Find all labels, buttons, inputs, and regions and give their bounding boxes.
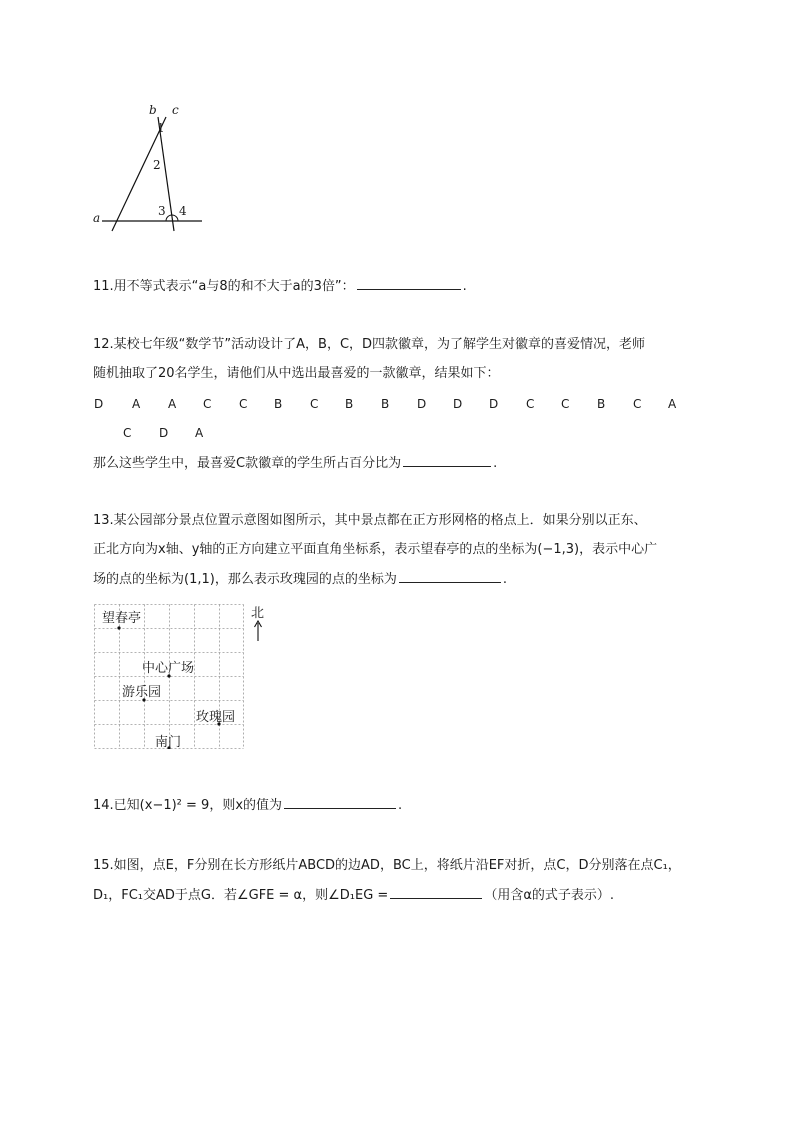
question-14-text: 14.已知(x−1)² = 9，则x的值为 xyxy=(93,798,283,813)
question-13-prompt: 场的点的坐标为(1,1)，那么表示玫瑰园的点的坐标为 xyxy=(93,572,397,587)
result-item: D xyxy=(159,426,169,440)
point-wangchunting xyxy=(117,626,120,629)
question-15-suffix: （用含α的式子表示）. xyxy=(484,888,615,903)
result-item: B xyxy=(274,397,283,411)
question-12-end: . xyxy=(493,456,498,471)
north-label: 北 xyxy=(251,606,265,621)
question-15-line1: 15.如图，点E，F分别在长方形纸片ABCD的边AD，BC上，将纸片沿EF对折，点C，D分别落在点C₁， xyxy=(93,858,681,873)
result-item: D xyxy=(453,397,463,411)
result-item: B xyxy=(345,397,354,411)
result-item: A xyxy=(132,397,141,411)
label-2: 2 xyxy=(153,158,161,172)
result-item: D xyxy=(489,397,499,411)
result-item: C xyxy=(561,397,570,411)
result-item: C xyxy=(633,397,642,411)
answer-blank-13[interactable] xyxy=(399,570,501,583)
label-4: 4 xyxy=(179,204,187,218)
result-item: C xyxy=(123,426,132,440)
result-item: D xyxy=(417,397,427,411)
place-label-meiguiyuan: 玫瑰园 xyxy=(196,710,236,725)
place-label-youleyuan: 游乐园 xyxy=(122,685,162,700)
result-item: B xyxy=(381,397,390,411)
label-b: b xyxy=(149,103,157,117)
place-label-zhongxin-guangchang: 中心广场 xyxy=(142,661,195,676)
question-13-end: . xyxy=(502,572,507,587)
result-item: D xyxy=(94,397,104,411)
question-14 xyxy=(93,796,402,815)
result-item: C xyxy=(203,397,212,411)
result-item: A xyxy=(195,426,204,440)
question-14-end: . xyxy=(398,798,403,813)
answer-blank-12[interactable] xyxy=(403,454,491,467)
result-item: C xyxy=(239,397,248,411)
result-item: C xyxy=(526,397,535,411)
label-c: c xyxy=(172,103,179,117)
question-12-line2: 随机抽取了20名学生，请他们从中选出最喜爱的一款徽章，结果如下： xyxy=(93,366,500,381)
question-13-line1: 13.某公园部分景点位置示意图如图所示，其中景点都在正方形网格的格点上．如果分别以正东、 xyxy=(93,513,647,528)
question-15-prompt: D₁，FC₁交AD于点G．若∠GFE = α，则∠D₁EG = xyxy=(93,888,389,903)
north-arrow-icon xyxy=(253,620,263,642)
result-item: A xyxy=(168,397,177,411)
question-12-prompt: 那么这些学生中，最喜爱C款徽章的学生所占百分比为 xyxy=(93,456,402,471)
place-label-nanmen: 南门 xyxy=(155,735,182,750)
question-13-line3 xyxy=(93,570,507,589)
question-11-text: 11.用不等式表示“a与8的和不大于a的3倍”： xyxy=(93,279,355,294)
result-item: A xyxy=(668,397,677,411)
question-11 xyxy=(93,277,467,296)
label-3: 3 xyxy=(158,204,166,218)
label-a: a xyxy=(93,211,101,225)
question-13-line2: 正北方向为x轴、y轴的正方向建立平面直角坐标系，表示望春亭的点的坐标为(−1,3)，表示中心广 xyxy=(93,542,658,557)
result-item: B xyxy=(597,397,606,411)
label-1: 1 xyxy=(157,121,165,135)
answer-blank-11[interactable] xyxy=(357,277,461,290)
question-15-line2 xyxy=(93,886,614,905)
result-item: C xyxy=(310,397,319,411)
place-label-wangchunting: 望春亭 xyxy=(102,611,142,626)
question-12-line3 xyxy=(93,454,497,473)
answer-blank-14[interactable] xyxy=(284,796,396,809)
answer-blank-15[interactable] xyxy=(390,886,482,899)
question-11-end: . xyxy=(462,279,467,294)
question-12-line1: 12.某校七年级“数学节”活动设计了A，B，C，D四款徽章，为了解学生对徽章的喜爱情况，老师 xyxy=(93,337,646,352)
